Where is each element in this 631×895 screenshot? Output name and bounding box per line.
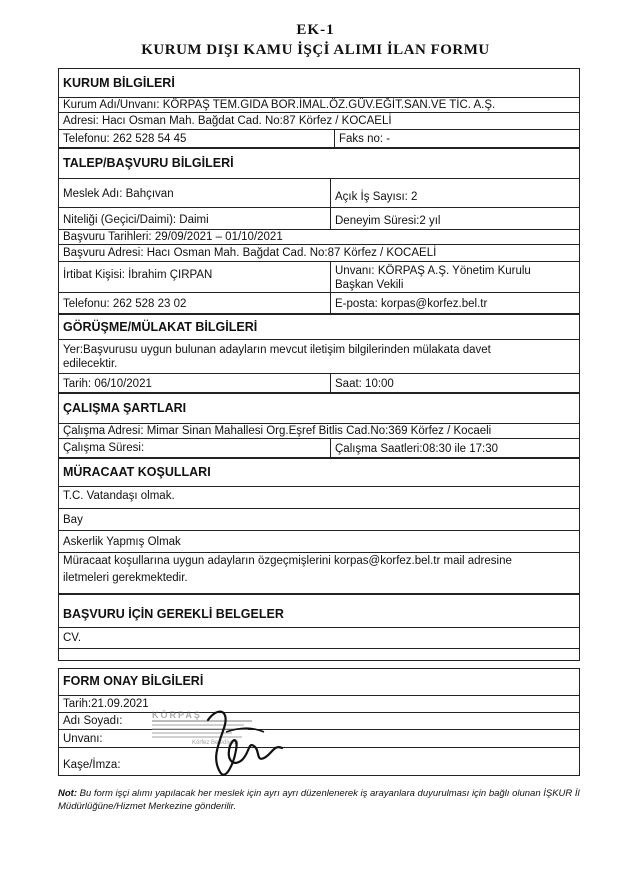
- footer-note: [58, 787, 598, 813]
- belgeler-section: [58, 594, 580, 661]
- annex-label: EK-1: [296, 22, 335, 38]
- talep-heading: TALEP/BAŞVURU BİLGİLERİ: [59, 149, 579, 179]
- acik-is-sayisi: Açık İş Sayısı: 2: [330, 179, 417, 207]
- meslek-adi: Meslek Adı: Bahçıvan: [63, 188, 174, 200]
- calisma-section: [58, 393, 580, 458]
- calisma-saatleri: Çalışma Saatleri:08:30 ile 17:30: [330, 439, 498, 458]
- onay-heading: FORM ONAY BİLGİLERİ: [59, 669, 579, 696]
- muracaat-section: [58, 458, 580, 594]
- kurum-contact-row: [59, 130, 579, 148]
- kurum-telefon: Telefonu: 262 528 54 45: [63, 133, 187, 145]
- form-title: KURUM DIŞI KAMU İŞÇİ ALIMI İLAN FORMU: [141, 42, 490, 58]
- mulakat-saat: Saat: 10:00: [330, 374, 394, 393]
- irtibat-telefon: Telefonu: 262 528 23 02: [63, 298, 187, 310]
- kurum-heading: KURUM BİLGİLERİ: [59, 69, 579, 98]
- belge-item: CV.: [63, 632, 82, 644]
- mulakat-yer: Yer:Başvurusu uygun bulunan adayların mevcut iletişim bilgilerinden mülakata davet edilecektir.: [59, 340, 579, 374]
- basvuru-tarihleri: Başvuru Tarihleri: 29/09/2021 – 01/10/2021: [59, 230, 579, 245]
- niteligi: Niteliği (Geçici/Daimi): Daimi: [63, 214, 209, 226]
- calisma-row-sure: [59, 439, 579, 458]
- note-label: Not:: [58, 788, 77, 799]
- gorusme-heading: GÖRÜŞME/MÜLAKAT BİLGİLERİ: [59, 315, 579, 340]
- irtibat-kisisi: İrtibat Kişisi: İbrahim ÇIRPAN: [63, 269, 213, 281]
- calisma-suresi: Çalışma Süresi:: [63, 442, 145, 454]
- kurum-adres: Adresi: Hacı Osman Mah. Bağdat Cad. No:87 Körfez / KOCAELİ: [59, 113, 579, 130]
- kurum-adi: Kurum Adı/Unvanı: KÖRPAŞ TEM.GIDA BOR.İMAL.ÖZ.GÜV.EĞİT.SAN.VE TİC. A.Ş.: [59, 98, 579, 113]
- calisma-heading: ÇALIŞMA ŞARTLARI: [59, 394, 579, 424]
- stamp-subtitle: Körfez Belediyesi: [192, 740, 239, 746]
- muracaat-heading: MÜRACAAT KOŞULLARI: [59, 459, 579, 487]
- irtibat-eposta: E-posta: korpas@korfez.bel.tr: [330, 293, 487, 314]
- basvuru-adresi: Başvuru Adresi: Hacı Osman Mah. Bağdat Cad. No:87 Körfez / KOCAELİ: [59, 245, 579, 262]
- signature: [190, 702, 300, 787]
- stamp-name: KÖRPAŞ: [152, 710, 202, 720]
- note-text: Bu form işçi alımı yapılacak her meslek için ayrı ayrı düzenlenerek iş arayanlara duyurulması için bağlı olunan İŞKUR İl Müdürlüğüne/Hizmet Merkezine gönderilir.: [58, 788, 580, 812]
- onay-kase-imza: Kaşe/İmza:: [63, 759, 121, 771]
- muracaat-item: Askerlik Yapmış Olmak: [59, 531, 579, 553]
- onay-section: [58, 668, 580, 776]
- kurum-section: [58, 68, 580, 148]
- belgeler-heading: BAŞVURU İÇİN GEREKLİ BELGELER: [59, 595, 579, 628]
- muracaat-item: Müracaat koşullarına uygun adayların özgeçmişlerini korpas@korfez.bel.tr mail adresine iletmeleri gerekmektedir.: [63, 555, 512, 584]
- talep-row-telefon: [59, 293, 579, 314]
- muracaat-item: T.C. Vatandaşı olmak.: [59, 487, 579, 509]
- talep-row-irtibat: [59, 262, 579, 293]
- calisma-adresi: Çalışma Adresi: Mimar Sinan Mahallesi Org.Eşref Bitlis Cad.No:369 Körfez / Kocaeli: [59, 424, 579, 439]
- irtibat-unvan: Unvanı: KÖRPAŞ A.Ş. Yönetim Kurulu Başkan Vekili: [330, 262, 535, 292]
- onay-adi-soyadi: Adı Soyadı:: [59, 713, 579, 730]
- deneyim-suresi: Deneyim Süresi:2 yıl: [330, 208, 440, 229]
- muracaat-item: Bay: [59, 509, 579, 531]
- onay-tarih: Tarih:21.09.2021: [59, 696, 579, 713]
- talep-row-meslek: [59, 179, 579, 208]
- gorusme-section: [58, 314, 580, 393]
- talep-section: [58, 148, 580, 314]
- talep-row-nitelik: [59, 208, 579, 230]
- gorusme-row-tarih: [59, 374, 579, 393]
- kurum-faks: Faks no: -: [334, 130, 390, 148]
- onay-unvani: Unvanı:: [59, 730, 579, 748]
- mulakat-tarih: Tarih: 06/10/2021: [63, 378, 152, 390]
